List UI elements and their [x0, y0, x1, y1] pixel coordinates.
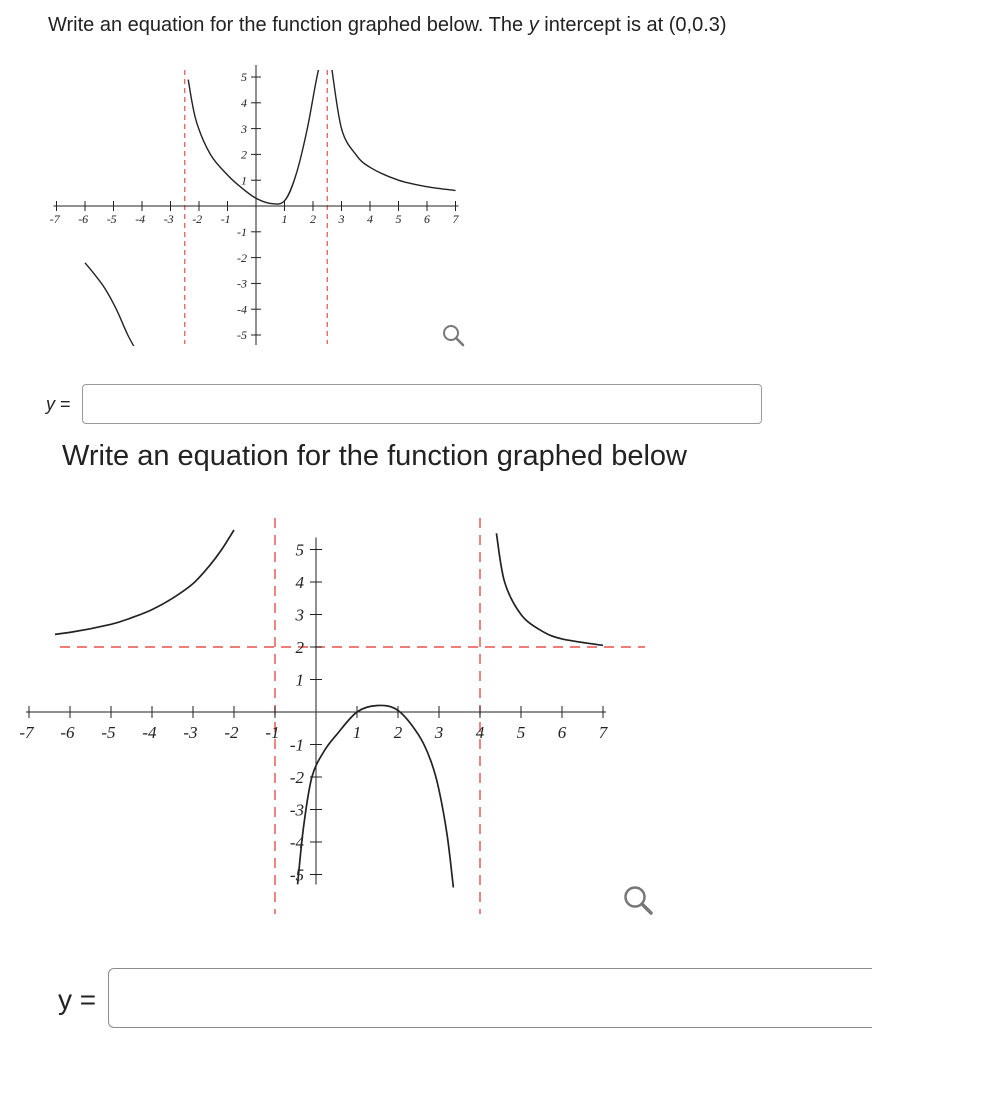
zoom-icon-graph-2[interactable] — [620, 882, 656, 918]
y-tick-label: 3 — [241, 121, 247, 136]
answer-1-variable: y — [46, 394, 55, 414]
function-curve-left-branch — [29, 530, 234, 637]
y-tick-label: 2 — [241, 147, 247, 162]
answer-2-input[interactable] — [108, 968, 872, 1028]
prompt-text-start: Write an equation for the function graphed below. The — [48, 14, 529, 36]
x-tick-label: 5 — [395, 212, 402, 226]
x-tick-label: -2 — [192, 212, 203, 226]
graph-2 — [19, 512, 670, 924]
x-tick-label: 5 — [516, 723, 526, 742]
y-tick-label: 4 — [241, 96, 247, 110]
answer-1-input[interactable] — [82, 384, 762, 424]
x-tick-label: -1 — [265, 723, 280, 742]
x-tick-label: 4 — [367, 212, 373, 226]
x-tick-label: 3 — [434, 723, 444, 742]
x-tick-label: 7 — [452, 212, 459, 226]
x-tick-label: -5 — [101, 723, 116, 742]
y-tick-label: -2 — [289, 767, 304, 787]
x-tick-label: -3 — [183, 723, 198, 742]
prompt-text-end: intercept is at (0,0.3) — [538, 14, 727, 36]
function-curve-middle-branch — [298, 705, 454, 887]
x-tick-label: 6 — [424, 212, 430, 226]
x-tick-label: -5 — [106, 212, 117, 226]
y-tick-label: -5 — [289, 865, 304, 885]
x-tick-label: -6 — [78, 212, 89, 226]
function-curve-right-branch — [496, 533, 603, 645]
y-tick-label: -3 — [289, 800, 304, 820]
y-tick-label: -1 — [289, 735, 304, 755]
x-tick-label: -3 — [163, 212, 174, 226]
function-curve-middle-branch — [188, 56, 321, 204]
answer-2-label: y = — [58, 984, 97, 1015]
x-tick-label: 3 — [338, 212, 345, 226]
y-tick-label: -3 — [237, 276, 247, 291]
y-tick-label: -4 — [237, 302, 247, 317]
y-tick-label: -1 — [237, 225, 247, 239]
y-tick-label: 4 — [295, 572, 304, 592]
function-curve-right-branch — [332, 67, 456, 191]
x-tick-label: -7 — [19, 723, 34, 742]
answer-1-label — [46, 394, 71, 415]
zoom-icon-graph-1[interactable] — [440, 322, 466, 348]
x-tick-label: 1 — [352, 723, 362, 742]
x-tick-label: 4 — [475, 723, 485, 742]
question-1-prompt — [48, 14, 727, 37]
y-tick-label: -4 — [289, 832, 304, 852]
y-tick-label: -2 — [237, 250, 247, 265]
x-tick-label: -7 — [49, 212, 60, 226]
y-tick-label: 1 — [241, 173, 247, 188]
y-tick-label: 5 — [241, 70, 247, 85]
x-tick-label: -4 — [142, 723, 157, 742]
y-tick-label: 1 — [295, 670, 304, 690]
x-tick-label: -2 — [224, 723, 239, 742]
function-curve-left-branch — [85, 263, 136, 351]
x-tick-label: -1 — [220, 212, 231, 226]
y-tick-label: 5 — [295, 540, 304, 560]
x-tick-label: 6 — [557, 723, 567, 742]
graph-1 — [50, 62, 470, 352]
x-tick-label: 2 — [310, 212, 316, 226]
y-tick-label: 2 — [295, 637, 304, 657]
prompt-variable: y — [528, 14, 539, 36]
x-tick-label: 2 — [393, 723, 403, 742]
question-2-prompt: Write an equation for the function graphed below — [62, 440, 687, 472]
answer-1-equals: = — [55, 394, 71, 414]
x-tick-label: 1 — [281, 212, 288, 226]
x-tick-label: -4 — [135, 212, 146, 226]
y-tick-label: 3 — [295, 605, 304, 625]
x-tick-label: 7 — [598, 723, 608, 742]
x-tick-label: -6 — [60, 723, 75, 742]
y-tick-label: -5 — [237, 328, 247, 343]
